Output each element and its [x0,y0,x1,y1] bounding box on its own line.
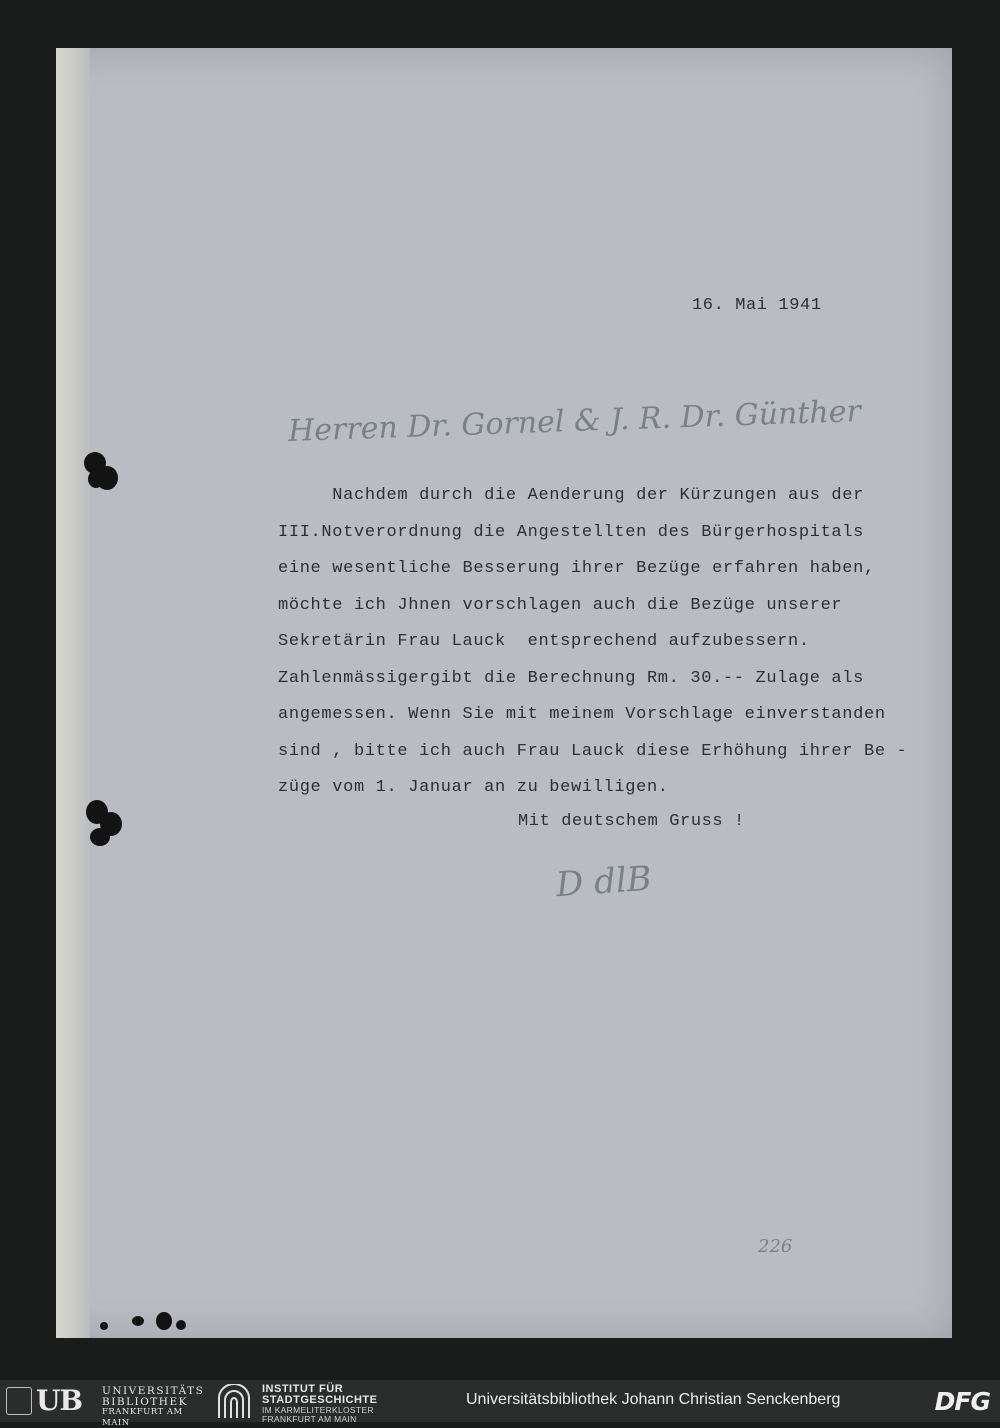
isg-logo-line: STADTGESCHICHTE [262,1394,378,1406]
isg-logo-line: IM KARMELITERKLOSTER [262,1405,374,1415]
punch-hole-bottom-c [90,828,110,846]
footer-bar [0,1380,1000,1428]
footer-title[interactable]: Universitätsbibliothek Johann Christian Senckenberg [466,1391,841,1408]
isg-logo-line: FRANKFURT AM MAIN [262,1414,357,1424]
body-line: III.Notverordnung die Angestellten des Bürgerhospitals [278,522,864,542]
letter-date: 16. Mai 1941 [692,296,822,315]
letter-closing: Mit deutschem Gruss ! [518,812,745,831]
body-line: Nachdem durch die Aenderung der Kürzungen aus der [278,486,864,505]
body-line: Zahlenmässigergibt die Berechnung Rm. 30.-- Zulage als [278,668,864,688]
torn-edge-mark [100,1322,108,1330]
body-line: züge vom 1. Januar an zu bewilligen. [278,778,669,797]
ub-logo-mark: UB [36,1384,83,1417]
punch-hole-top-c [88,470,104,488]
body-line: sind , bitte ich auch Frau Lauck diese Erhöhung ihrer Be - [278,741,908,761]
handwritten-salutation: Herren Dr. Gornel & J. R. Dr. Günther [287,394,862,449]
torn-edge-mark [156,1312,172,1330]
dfg-logo[interactable]: DFG [934,1387,990,1416]
torn-edge-mark [176,1320,186,1330]
isg-logo-line: INSTITUT FÜR [262,1383,344,1395]
torn-edge-mark [132,1316,144,1326]
letter-body [278,478,938,807]
handwritten-page-number: 226 [758,1236,793,1257]
body-line: möchte ich Jhnen vorschlagen auch die Bezüge unserer [278,595,843,615]
ub-logo-line: FRANKFURT AM MAIN [102,1407,183,1428]
handwritten-signature: D dlB [554,858,653,906]
body-line: Sekretärin Frau Lauck entsprechend aufzubessern. [278,632,810,651]
body-line: angemessen. Wenn Sie mit meinem Vorschlage einverstanden [278,705,886,724]
body-line: eine wesentliche Besserung ihrer Bezüge erfahren haben, [278,559,875,578]
ub-logo-line: BIBLIOTHEK [102,1395,188,1408]
paper-edge-strip [56,48,90,1338]
ub-logo-line: UNIVERSITÄTS [102,1385,205,1397]
